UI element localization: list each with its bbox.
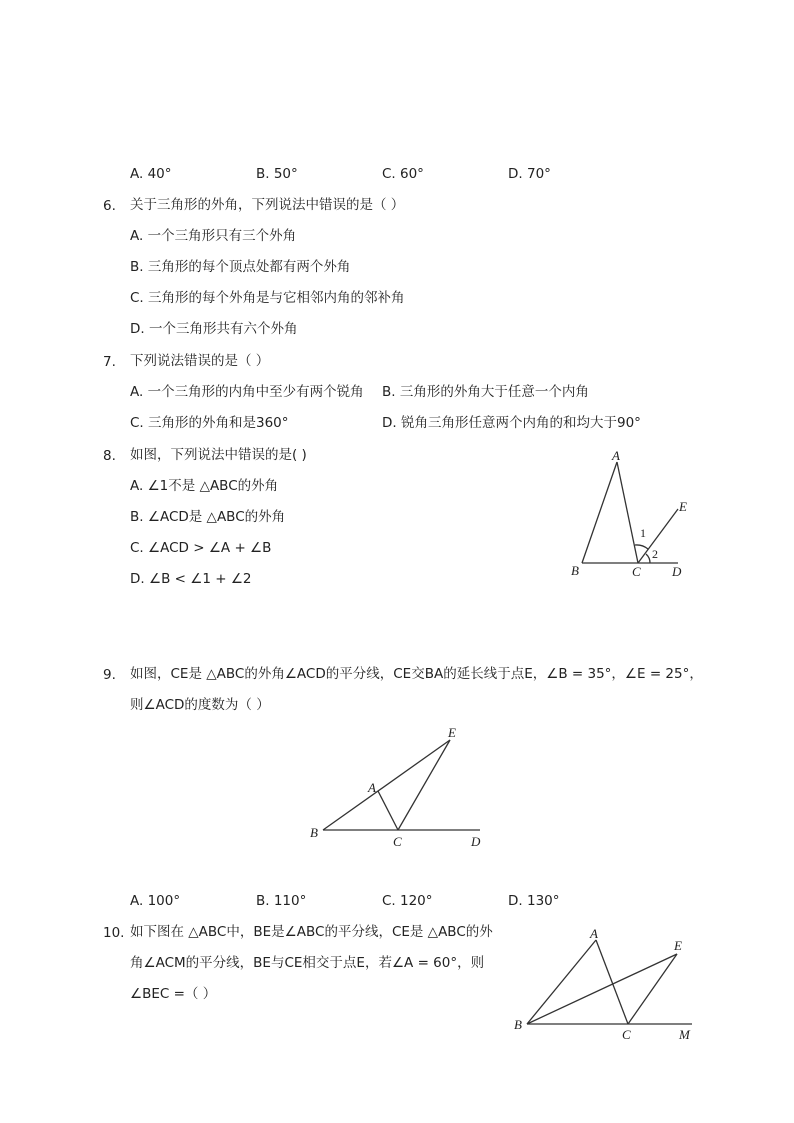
q9-option-d: D. 130°	[508, 893, 560, 909]
q6-stem: 关于三角形的外角，下列说法中错误的是（ ）	[130, 197, 405, 213]
q8-label-b: B	[571, 563, 579, 578]
q10-stem-line2: 角∠ACM的平分线，BE与CE相交于点E，若∠A = 60°，则	[130, 955, 485, 971]
q9-label-c: C	[393, 834, 402, 849]
q7-option-b: B. 三角形的外角大于任意一个内角	[382, 384, 589, 400]
q8-option-a: A. ∠1不是 △ABC的外角	[130, 478, 279, 494]
q7-number: 7.	[103, 354, 116, 370]
q8-figure	[560, 445, 700, 585]
q8-label-c: C	[632, 564, 641, 579]
q8-label-2: 2	[652, 547, 658, 561]
q5-option-d: D. 70°	[508, 166, 551, 182]
q8-number: 8.	[103, 448, 116, 464]
q7-option-a: A. 一个三角形的内角中至少有两个锐角	[130, 384, 364, 400]
q10-label-c: C	[622, 1027, 631, 1042]
q8-label-1: 1	[640, 526, 646, 540]
q9-figure	[300, 720, 500, 855]
q6-option-b: B. 三角形的每个顶点处都有两个外角	[130, 259, 351, 275]
q6-option-c: C. 三角形的每个外角是与它相邻内角的邻补角	[130, 290, 405, 306]
q10-label-e: E	[674, 938, 682, 953]
q9-option-b: B. 110°	[256, 893, 307, 909]
q5-option-c: C. 60°	[382, 166, 424, 182]
q8-stem: 如图，下列说法中错误的是( )	[130, 447, 307, 463]
q9-label-e: E	[448, 725, 456, 740]
q9-label-d: D	[471, 834, 481, 849]
q10-label-b: B	[514, 1017, 522, 1032]
q8-label-d: D	[672, 564, 682, 579]
q10-figure	[505, 920, 705, 1050]
q8-option-b: B. ∠ACD是 △ABC的外角	[130, 509, 286, 525]
q9-label-a: A	[368, 780, 376, 795]
q9-stem-line2: 则∠ACD的度数为（ ）	[130, 697, 270, 713]
q9-label-b: B	[310, 825, 318, 840]
q8-option-c: C. ∠ACD > ∠A + ∠B	[130, 540, 272, 556]
q6-option-a: A. 一个三角形只有三个外角	[130, 228, 297, 244]
q8-label-e: E	[679, 499, 687, 514]
q9-number: 9.	[103, 667, 116, 683]
q9-option-a: A. 100°	[130, 893, 181, 909]
q6-option-d: D. 一个三角形共有六个外角	[130, 321, 298, 337]
q9-stem-line1: 如图，CE是 △ABC的外角∠ACD的平分线，CE交BA的延长线于点E，∠B = 35°，∠E = 25°，	[130, 666, 703, 682]
q5-option-b: B. 50°	[256, 166, 298, 182]
q7-option-d: D. 锐角三角形任意两个内角的和均大于90°	[382, 415, 641, 431]
q5-option-a: A. 40°	[130, 166, 172, 182]
q10-stem-line3: ∠BEC =（ ）	[130, 986, 217, 1002]
q9-option-c: C. 120°	[382, 893, 433, 909]
q10-number: 10.	[103, 925, 125, 941]
q10-stem-line1: 如下图在 △ABC中，BE是∠ABC的平分线，CE是 △ABC的外	[130, 924, 493, 940]
q7-option-c: C. 三角形的外角和是360°	[130, 415, 289, 431]
q8-option-d: D. ∠B < ∠1 + ∠2	[130, 571, 252, 587]
q7-stem: 下列说法错误的是（ ）	[130, 353, 270, 369]
q6-number: 6.	[103, 198, 116, 214]
q10-label-m: M	[679, 1027, 690, 1042]
q10-label-a: A	[590, 926, 598, 941]
q8-label-a: A	[612, 448, 620, 463]
